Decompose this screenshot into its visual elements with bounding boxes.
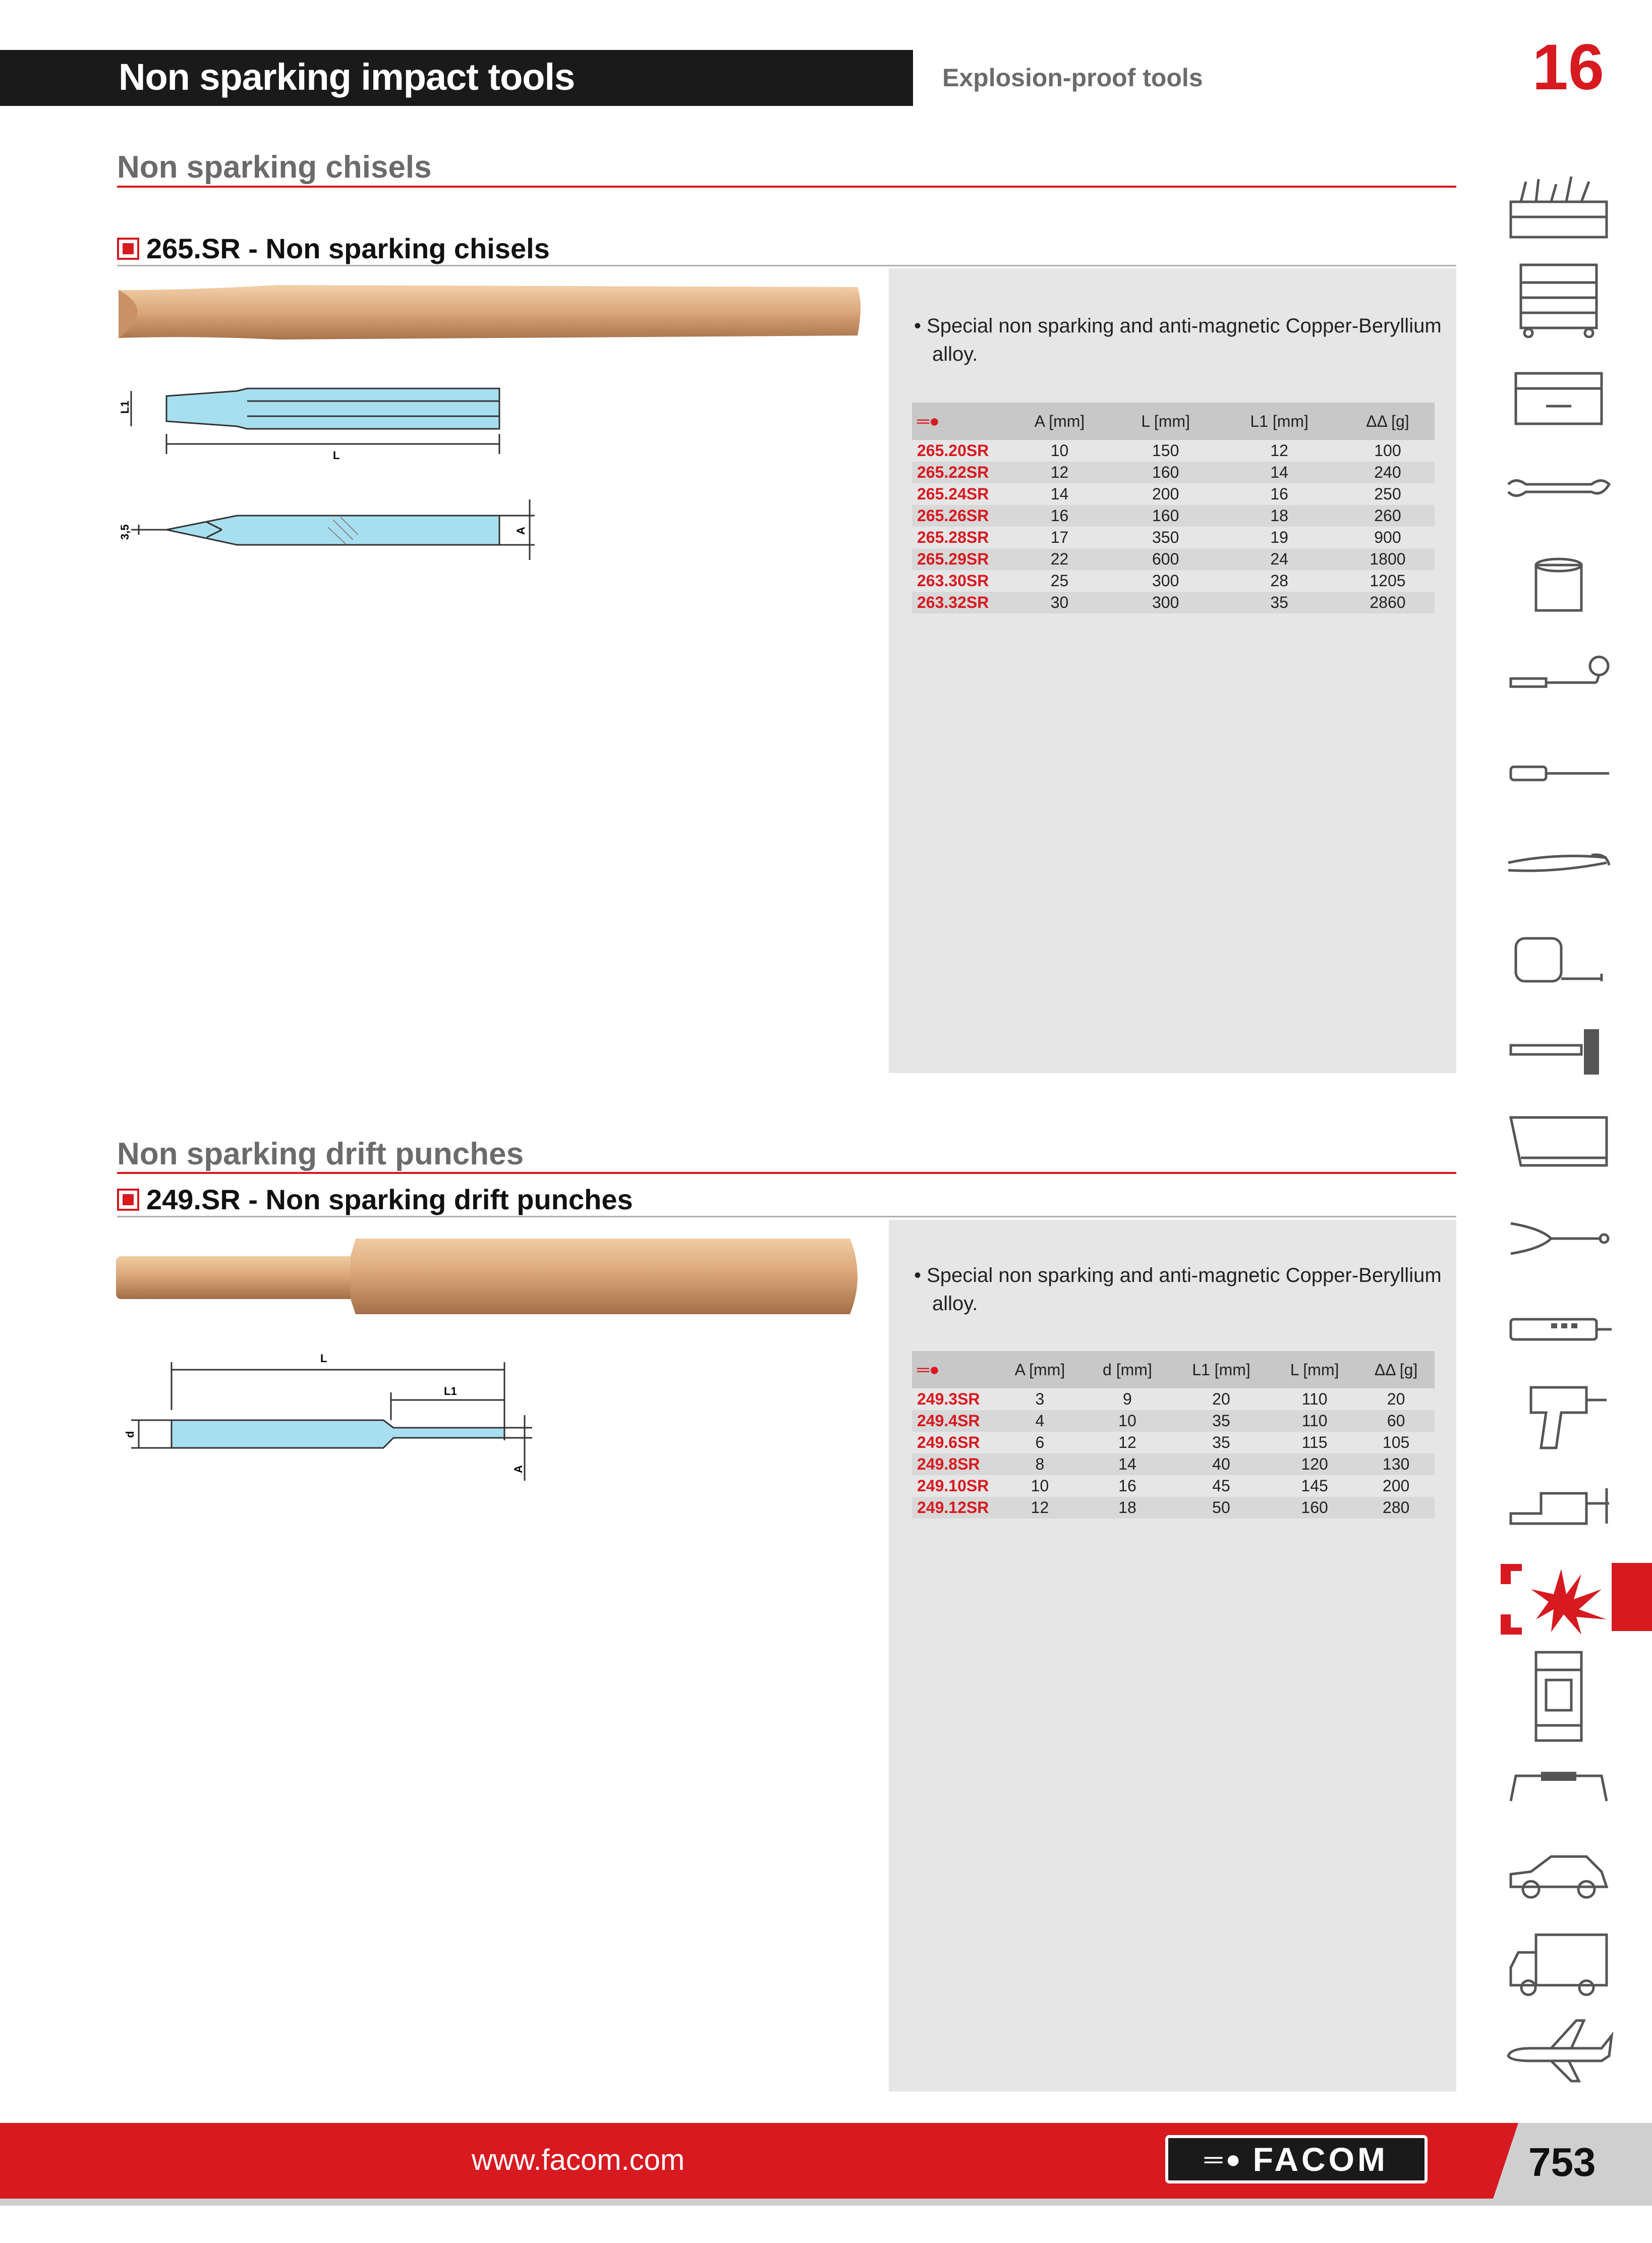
tape-measure-icon[interactable] bbox=[1501, 923, 1617, 999]
cell: 35 bbox=[1171, 1410, 1272, 1432]
cell: 25 bbox=[1050, 572, 1069, 590]
cell: 30 bbox=[1006, 592, 1113, 613]
cell-ref: 265.26SR bbox=[912, 505, 1006, 527]
weight-icon: ΔΔ bbox=[1374, 1360, 1395, 1379]
truck-icon[interactable] bbox=[1501, 1927, 1617, 2003]
cell: 12 bbox=[1118, 1433, 1136, 1451]
feature-bullet-chisels bbox=[914, 312, 1442, 368]
vice-icon[interactable] bbox=[1501, 1468, 1617, 1544]
spec-table-chisels bbox=[912, 403, 1435, 613]
feature-text-cont: alloy. bbox=[932, 1293, 978, 1315]
facom-mark-icon: ═● bbox=[1205, 2145, 1244, 2173]
cell: 110 bbox=[1301, 1390, 1328, 1408]
product-title-text: 265.SR - Non sparking chisels bbox=[146, 233, 550, 264]
col-header-weight bbox=[1341, 403, 1435, 440]
cell-ref: 249.6SR bbox=[917, 1433, 980, 1451]
cell-ref: 249.12SR bbox=[912, 1497, 996, 1519]
cell: 50 bbox=[1171, 1497, 1272, 1519]
product-rule bbox=[117, 1216, 1456, 1217]
hammer-icon[interactable] bbox=[1501, 1014, 1617, 1090]
roller-cabinet-icon[interactable] bbox=[1501, 262, 1617, 338]
cell: 14 bbox=[1218, 462, 1341, 483]
cell: 300 bbox=[1152, 572, 1179, 590]
weight-icon: ΔΔ bbox=[1366, 412, 1387, 430]
facom-logo bbox=[1165, 2135, 1428, 2183]
table-row bbox=[912, 1497, 1435, 1519]
cell-ref: 265.22SR bbox=[912, 462, 1006, 483]
cell: 45 bbox=[1212, 1477, 1230, 1495]
socket-icon[interactable] bbox=[1501, 550, 1617, 626]
feature-text-cont: alloy. bbox=[932, 343, 978, 365]
table-row bbox=[912, 462, 1435, 483]
col-header: L [mm] bbox=[1113, 403, 1218, 440]
cell: 20 bbox=[1387, 1390, 1405, 1408]
website-link[interactable]: www.facom.com bbox=[472, 2144, 685, 2176]
col-header: L1 [mm] bbox=[1218, 403, 1341, 440]
table-row bbox=[912, 483, 1435, 505]
cell: 6 bbox=[1035, 1433, 1045, 1451]
dim-label-t: 3,5 bbox=[119, 524, 131, 540]
ratchet-icon[interactable] bbox=[1501, 646, 1617, 721]
dim-label-l: L bbox=[320, 1352, 327, 1365]
feature-text: • Special non sparking and anti-magnetic Copper-Beryllium bbox=[914, 315, 1442, 337]
page-title: Non sparking impact tools bbox=[119, 56, 575, 98]
cell: 12 bbox=[1006, 462, 1113, 483]
table-header-row bbox=[912, 403, 1435, 440]
cell: 8 bbox=[996, 1453, 1084, 1475]
cell: 4 bbox=[996, 1410, 1084, 1432]
table-row bbox=[912, 505, 1435, 527]
section-title-punches: Non sparking drift punches bbox=[117, 1137, 524, 1171]
footer-underline bbox=[0, 2199, 1652, 2206]
product-title-punches bbox=[117, 1183, 633, 1216]
cell: 16 bbox=[1270, 485, 1288, 503]
facom-logo-icon: ═● bbox=[912, 403, 1006, 440]
product-title-chisels bbox=[117, 232, 550, 265]
cell: 120 bbox=[1272, 1453, 1357, 1475]
table-row bbox=[912, 1432, 1435, 1453]
tool-chest-icon[interactable] bbox=[1501, 358, 1617, 434]
facom-logo-icon: ═● bbox=[912, 1351, 996, 1388]
cell: 240 bbox=[1341, 462, 1435, 483]
page-number: 753 bbox=[1528, 2140, 1596, 2184]
dim-label-l1: L1 bbox=[444, 1385, 457, 1397]
dim-label-l: L bbox=[333, 449, 340, 462]
cell-ref: 265.28SR bbox=[917, 528, 989, 546]
weight-unit: [g] bbox=[1391, 412, 1409, 430]
cell-ref: 249.3SR bbox=[917, 1390, 980, 1408]
table-row bbox=[912, 570, 1435, 592]
cell: 35 bbox=[1218, 592, 1341, 613]
cell-ref: 249.10SR bbox=[917, 1477, 989, 1495]
cell: 350 bbox=[1152, 528, 1179, 546]
punch-drawing bbox=[116, 1344, 560, 1496]
dim-label-a: A bbox=[512, 1465, 525, 1473]
car-icon[interactable] bbox=[1501, 1836, 1617, 1912]
cell: 12 bbox=[1270, 441, 1288, 460]
col-header: A [mm] bbox=[1006, 403, 1113, 440]
cell-ref: 263.32SR bbox=[912, 592, 1006, 613]
feature-bullet-punches bbox=[914, 1261, 1442, 1318]
chapter-number: 16 bbox=[1532, 31, 1604, 103]
spec-table-punches bbox=[912, 1351, 1435, 1519]
cell: 300 bbox=[1113, 592, 1218, 613]
airplane-icon[interactable] bbox=[1501, 2013, 1617, 2089]
cell: 35 bbox=[1212, 1433, 1230, 1451]
handle-icon[interactable] bbox=[1501, 1746, 1617, 1821]
active-tab-marker bbox=[1612, 1563, 1652, 1631]
chisel-photo bbox=[116, 280, 865, 346]
brand-name: FACOM bbox=[1252, 2141, 1388, 2178]
section-title-chisels: Non sparking chisels bbox=[117, 150, 432, 185]
cell: 16 bbox=[1118, 1477, 1136, 1495]
cell-ref: 265.20SR bbox=[917, 441, 989, 460]
screwdriver-icon[interactable] bbox=[1501, 737, 1617, 812]
cell: 160 bbox=[1113, 462, 1218, 483]
cell: 10 bbox=[1050, 441, 1069, 460]
cell: 260 bbox=[1341, 505, 1435, 527]
cell: 130 bbox=[1357, 1453, 1435, 1475]
table-row bbox=[912, 527, 1435, 548]
col-header-weight bbox=[1357, 1351, 1435, 1388]
hacksaw-icon[interactable] bbox=[1501, 1105, 1617, 1181]
table-row bbox=[912, 1410, 1435, 1432]
cell: 100 bbox=[1374, 441, 1401, 460]
cell: 10 bbox=[1084, 1410, 1171, 1432]
col-header: d [mm] bbox=[1084, 1351, 1171, 1388]
cell: 115 bbox=[1301, 1433, 1328, 1451]
dim-label-a: A bbox=[515, 527, 527, 535]
cell: 14 bbox=[1050, 485, 1069, 503]
feature-text: • Special non sparking and anti-magnetic Copper-Beryllium bbox=[914, 1264, 1442, 1286]
cell: 105 bbox=[1382, 1433, 1410, 1451]
cell: 60 bbox=[1357, 1410, 1435, 1432]
cell: 200 bbox=[1152, 485, 1179, 503]
page-subtitle: Explosion-proof tools bbox=[942, 64, 1203, 92]
section-rule bbox=[117, 186, 1456, 188]
spec-panel-chisels bbox=[889, 268, 1456, 1073]
product-marker-icon bbox=[117, 238, 139, 260]
cell: 160 bbox=[1272, 1497, 1357, 1519]
cell: 10 bbox=[1031, 1477, 1049, 1495]
chisel-drawing bbox=[116, 383, 560, 575]
table-row bbox=[912, 1475, 1435, 1497]
cell: 14 bbox=[1084, 1453, 1171, 1475]
weight-unit: [g] bbox=[1399, 1360, 1418, 1379]
col-header: A [mm] bbox=[996, 1351, 1084, 1388]
puller-icon[interactable] bbox=[1501, 1201, 1617, 1276]
tester-icon[interactable] bbox=[1501, 1292, 1617, 1367]
cell: 150 bbox=[1152, 441, 1179, 460]
cell: 1205 bbox=[1370, 572, 1406, 590]
col-header: L [mm] bbox=[1272, 1351, 1357, 1388]
cell: 18 bbox=[1218, 505, 1341, 527]
cell: 200 bbox=[1382, 1477, 1410, 1495]
product-marker-icon bbox=[117, 1189, 139, 1211]
table-row bbox=[912, 1453, 1435, 1475]
cell: 160 bbox=[1113, 505, 1218, 527]
cell: 24 bbox=[1218, 548, 1341, 570]
cell: 145 bbox=[1301, 1477, 1328, 1495]
cell: 280 bbox=[1357, 1497, 1435, 1519]
cell: 250 bbox=[1374, 485, 1401, 503]
cell: 28 bbox=[1270, 572, 1288, 590]
toolbox-icon[interactable] bbox=[1501, 172, 1617, 247]
cell: 17 bbox=[1050, 528, 1069, 546]
table-row bbox=[912, 440, 1435, 462]
cell: 9 bbox=[1123, 1390, 1132, 1408]
table-row bbox=[912, 592, 1435, 613]
cell: 2860 bbox=[1341, 592, 1435, 613]
cell-ref: 249.4SR bbox=[912, 1410, 996, 1432]
table-row bbox=[912, 548, 1435, 570]
cell: 16 bbox=[1006, 505, 1113, 527]
product-title-text: 249.SR - Non sparking drift punches bbox=[146, 1184, 633, 1215]
cell: 3 bbox=[1035, 1390, 1045, 1408]
cell: 900 bbox=[1374, 528, 1401, 546]
cell: 20 bbox=[1212, 1390, 1230, 1408]
cell-ref: 263.30SR bbox=[917, 572, 989, 590]
table-row bbox=[912, 1388, 1435, 1410]
cell-ref: 265.29SR bbox=[912, 548, 1006, 570]
cell: 18 bbox=[1084, 1497, 1171, 1519]
col-header: L1 [mm] bbox=[1171, 1351, 1272, 1388]
electrical-icon[interactable] bbox=[1501, 1650, 1617, 1746]
cell: 19 bbox=[1270, 528, 1288, 546]
cell: 12 bbox=[996, 1497, 1084, 1519]
cell: 22 bbox=[1006, 548, 1113, 570]
impact-wrench-icon[interactable] bbox=[1501, 1377, 1617, 1453]
cell: 1800 bbox=[1341, 548, 1435, 570]
table-header-row bbox=[912, 1351, 1435, 1388]
cell: 40 bbox=[1171, 1453, 1272, 1475]
explosion-proof-icon[interactable] bbox=[1501, 1559, 1617, 1640]
pliers-icon[interactable] bbox=[1501, 827, 1617, 903]
cell-ref: 249.8SR bbox=[912, 1453, 996, 1475]
dim-label-d: d bbox=[124, 1431, 136, 1438]
product-rule bbox=[117, 265, 1456, 266]
cell: 110 bbox=[1272, 1410, 1357, 1432]
dim-label-l1: L1 bbox=[119, 401, 131, 414]
cell-ref: 265.24SR bbox=[917, 485, 989, 503]
section-rule bbox=[117, 1172, 1456, 1174]
cell: 600 bbox=[1113, 548, 1218, 570]
punch-photo bbox=[113, 1231, 865, 1322]
wrench-icon[interactable] bbox=[1501, 454, 1617, 530]
